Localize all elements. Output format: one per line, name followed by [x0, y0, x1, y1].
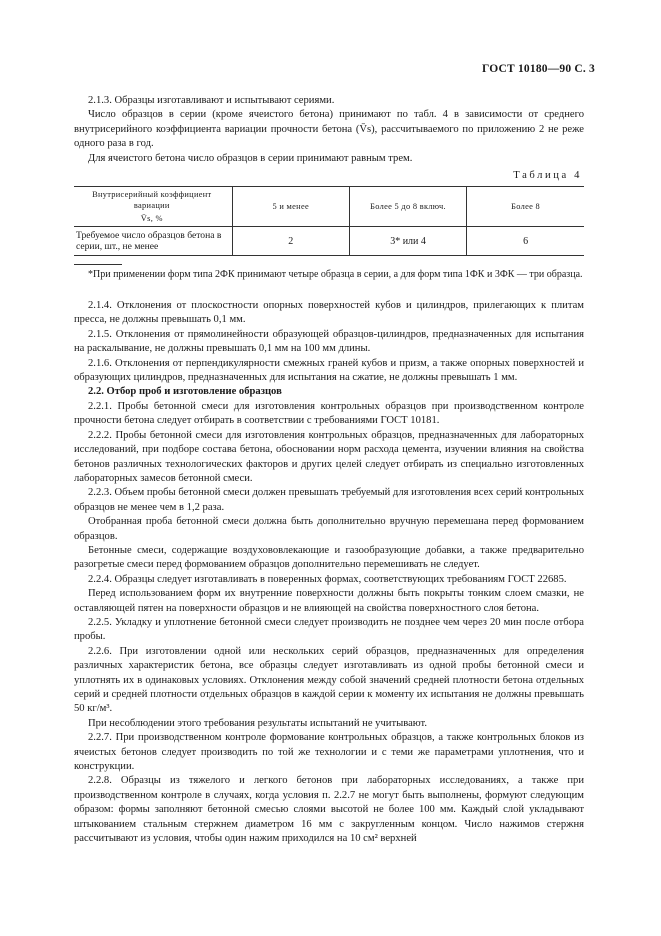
stub-header-label: Внутрисерийный коэффициент вариации — [92, 190, 212, 211]
table-header-row — [74, 187, 584, 227]
para-2-2-2: 2.2.2. Пробы бетонной смеси для изготовления контрольных образцов, предназначенных для лабораторных исследований, при подборе состава бетона, обосновании норм расхода цемента, изучении влияния на свойства бетонов различных технологических факторов и других целей следует отбирать из специально изготовленных лабораторных замесов бетонной смеси. — [74, 429, 584, 484]
para-noncompliance: При несоблюдении этого требования результаты испытаний не учитывают. — [88, 717, 428, 729]
row-label: Требуемое число образцов бетона в серии, шт., не менее — [74, 227, 232, 256]
para-2-2-7: 2.2.7. При производственном контроле формование контрольных образцов, а также контрольных блоков из ячеистых бетонов следует производить по той же технологии и с теми же параметрами уплотнения, что и конструкции. — [74, 732, 584, 773]
spacer — [74, 281, 584, 299]
cell-value-2: 3* или 4 — [349, 227, 466, 256]
para-2-2-1: 2.2.1. Пробы бетонной смеси для изготовления контрольных образцов при производственном контроле прочности бетона следует отбирать в соответствии с требованиями ГОСТ 10181. — [74, 400, 584, 427]
para-forms-lubrication: Перед использованием форм их внутренние поверхности должны быть покрыты тонким слоем смазки, не оставляющей пятен на поверхности образцов и не влияющей на свойства поверхностного слоя бетона. — [74, 588, 584, 614]
footnote-rule — [74, 264, 122, 265]
col-header-1: 5 и менее — [232, 187, 349, 227]
para-2-2-8: 2.2.8. Образцы из тяжелого и легкого бетонов при лабораторных исследованиях, а также при производственном контроле в случаях, когда условия п. 2.2.7 не могут быть выполнены, формуют следующим образом: формы заполняют бетонной смесью слоями высотой не более 100 мм. Каждый слой укладывают штыкованием стальным стержнем диаметром 16 мм с закругленным концом. Число нажимов стержня рассчитывают из условия, чтобы один нажим приходился на 10 см² верхней — [74, 775, 584, 845]
para-additives: Бетонные смеси, содержащие воздухововлекающие и газообразующие добавки, а также предварительно разогретые смеси перед формованием образцов дополнительно перемешивать не следует. — [74, 544, 584, 571]
para-2-1-4: 2.1.4. Отклонения от плоскостности опорных поверхностей кубов и цилиндров, прилегающих к плитам пресса, не должны превышать 0,1 мм. — [74, 300, 584, 326]
cell-value-3: 6 — [467, 227, 584, 256]
stub-header-symbol: V̄s, % — [140, 214, 163, 224]
para-2-2-5: 2.2.5. Укладку и уплотнение бетонной смеси следует производить не позднее чем через 20 мин после отбора пробы. — [74, 616, 584, 643]
para-2-1-3: 2.1.3. Образцы изготавливают и испытывают сериями. — [88, 95, 335, 106]
page-content — [74, 94, 584, 846]
para-2-1-6: 2.1.6. Отклонения от перпендикулярности смежных граней кубов и призм, а также опорных поверхностей и образующих цилиндров, предназначенных для испытания на сжатие, не должны превышать 1 мм. — [74, 357, 584, 384]
cell-value-1: 2 — [232, 227, 349, 256]
para-2-1-5: 2.1.5. Отклонения от прямолинейности образующей образцов-цилиндров, предназначенных для испытания на раскалывание, не должны превышать 0,1 мм на 100 мм длины. — [74, 328, 584, 355]
footnote: *При применении форм типа 2ФК принимают четыре образца в серии, а для форм типа 1ФК и 3ФК — три образца. — [88, 269, 583, 281]
section-heading-2-2: 2.2. Отбор проб и изготовление образцов — [88, 386, 282, 398]
col-header-3: Более 8 — [467, 187, 584, 227]
para-cellular-concrete: Для ячеистого бетона число образцов в серии принимают равным трем. — [88, 152, 413, 164]
para-2-2-3: 2.2.3. Объем пробы бетонной смеси должен превышать требуемый для изготовления всех серий контрольных образцов не менее чем в 1,2 раза. — [74, 487, 584, 513]
table-stub-header — [74, 187, 232, 227]
para-2-2-4: 2.2.4. Образцы следует изготавливать в поверенных формах, соответствующих требованиям ГОСТ 22685. — [88, 573, 567, 585]
col-header-2: Более 5 до 8 включ. — [349, 187, 466, 227]
para-sample-count: Число образцов в серии (кроме ячеистого бетона) принимают по табл. 4 в зависимости от среднего внутрисерийного коэффициента вариации прочности бетона (V̄s), рассчитываемого по приложению 2 не реже одного раза в год. — [74, 109, 584, 150]
page-header: ГОСТ 10180—90 С. 3 — [482, 63, 595, 75]
table-title: Таблица 4 — [513, 170, 582, 182]
table-row — [74, 227, 584, 256]
para-2-2-6: 2.2.6. При изготовлении одной или нескольких серий образцов, предназначенных для определения различных характеристик бетона, все образцы следует изготавливать из одной пробы бетонной смеси и уплотнять их в одинаковых условиях. Отклонения между собой значений средней плотности бетона отдельных серий и средней плотности отдельных образцов в каждой серии к моменту их испытания не должны превышать 50 кг/м³. — [74, 645, 584, 715]
table-4 — [74, 186, 584, 256]
para-mixing: Отобранная проба бетонной смеси должна быть дополнительно вручную перемешана перед формованием образцов. — [74, 516, 584, 542]
